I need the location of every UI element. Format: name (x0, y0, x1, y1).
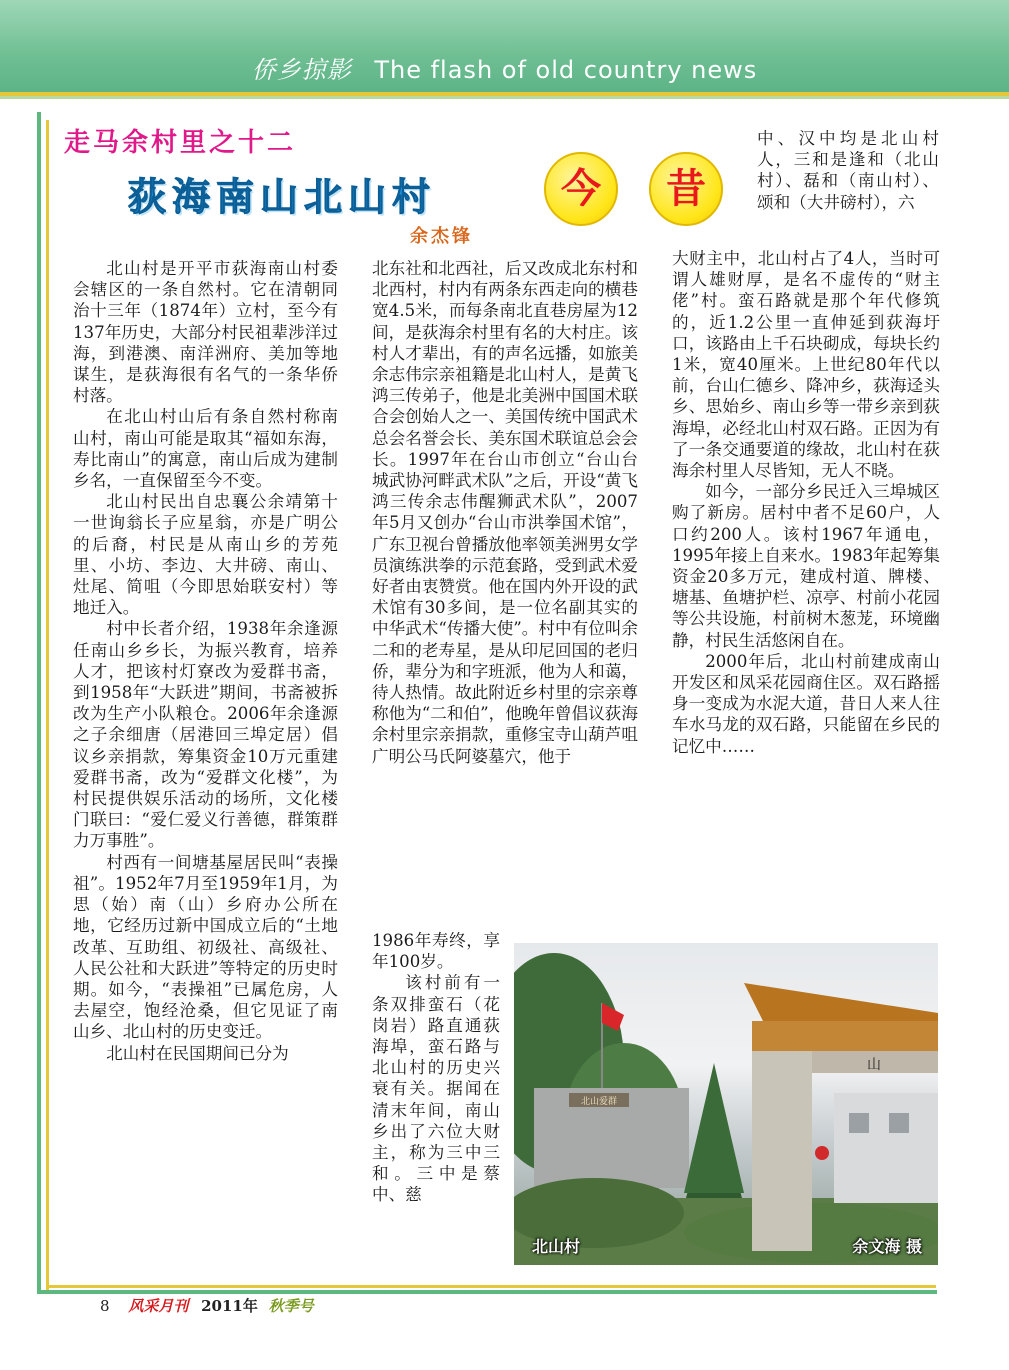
header-divider-secondary (0, 96, 1009, 99)
paragraph: 在北山村山后有条自然村称南山村，南山可能是取其“福如东海，寿比南山”的寓意，南山后成为建制乡名，一直保留至今不变。 (73, 407, 338, 491)
village-photo-illustration (514, 943, 938, 1265)
building-sign: 北山爱群 (580, 1097, 618, 1107)
frame-line-left-inner (46, 120, 49, 1292)
issue-year: 2011年 (201, 1297, 258, 1315)
paragraph: 该村前有一条双排蛮石（花岗岩）路直通荻海埠，蛮石路与北山村的历史兴衰有关。据闻在清末年间，南山乡出了六位大财主，称为三中三和。三中是蔡中、慈 (372, 973, 500, 1205)
article-author: 余杰锋 (410, 226, 473, 247)
series-title: 走马余村里之十二 (64, 128, 297, 158)
page-number: 8 (100, 1297, 110, 1315)
paragraph: 北东社和北西社，后又改成北东村和北西村，村内有两条东西走向的横巷宽4.5米，而每条南北直巷房屋为12间，是荻海余村里有名的大村庄。该村人才辈出，有的声名远播，如旅美余志伟宗亲祖籍是北山村人，是黄飞鸿三传弟子，他是北美洲中国国术联合会创始人之一、美国传统中国武术总会名誉会长、美东国术联谊总会会长。1997年在台山市创立“台山台城武协河畔武术队”之后，开设“黄飞鸿三传余志伟醒狮武术队”，2007年5月又创办“台山市洪拳国术馆”，广东卫视台曾播放他率领美洲男女学员演练洪拳的示范套路，受到武术爱好者由衷赞赏。他在国内外开设的武术馆有30多间，是一位名副其实的中华武术“传播大使”。村中有位叫余二和的老寿星，是从印尼回国的老归侨，辈分为和字班派，他为人和蔼，待人热情。故此附近乡村里的宗亲尊称他为“二和伯”，他晚年曾倡议荻海余村里宗亲捐款，重修宝寺山葫芦咀广明公马氏阿婆墓穴，他于 (372, 259, 638, 766)
section-header (0, 50, 1009, 85)
article-column-1 (73, 258, 338, 1064)
article-column-3 (672, 248, 940, 757)
paragraph: 1986年寿终，享年100岁。 (372, 931, 500, 972)
photo-credit: 余文海 摄 (852, 1237, 922, 1256)
paragraph: 村中长者介绍，1938年余逢源任南山乡乡长，为振兴教育，培养人才，把该村灯寮改为爱群书斋，到1958年“大跃进”期间，书斋被拆改为生产小队粮仓。2006年余逢源之子余细唐（居港回三埠定居）倡议乡亲捐款，筹集资金10万元重建爱群书斋，改为“爱群文化楼”，为村民提供娱乐活动的场所，文化楼门联曰：“爱仁爱义行善德，群策群力万事胜”。 (73, 619, 338, 851)
article-title: 荻海南山北山村 (128, 175, 437, 219)
village-photo (514, 943, 938, 1265)
paragraph: 北山村民出自忠襄公余靖第十一世询翁长子应星翁，亦是广明公的后裔，村民是从南山乡的芳苑里、小坊、李边、大井磅、南山、灶尾、简咀（今即思始联安村）等地迁入。 (73, 492, 338, 618)
page-footer (100, 1295, 314, 1316)
paragraph: 北山村在民国期间已分为 (106, 1043, 289, 1063)
gate-plaque: 山 (867, 1057, 881, 1073)
magazine-name: 风采月刊 (128, 1297, 189, 1315)
section-header-zh: 侨乡掠影 (251, 56, 352, 84)
paragraph: 村西有一间塘基屋居民叫“表操祖”。1952年7月至1959年1月，为思（始）南（山）乡府办公所在地，它经历过新中国成立后的“土地改革、互助组、初级社、高级社、人民公社和大跃进”等特定的历史时期。如今，“表操祖”已属危房，人去屋空，饱经沧桑，但它见证了南山乡、北山村的历史变迁。 (73, 852, 338, 1042)
frame-line-left (37, 112, 41, 1292)
article-column-2 (372, 258, 638, 767)
badge-xi: 昔 (649, 152, 723, 226)
paragraph: 2000年后，北山村前建成南山开发区和凤采花园商住区。双石路摇身一变成为水泥大道，昔日人来人往车水马龙的双石路，只能留在乡民的记忆中…… (672, 651, 940, 756)
issue-edition: 秋季号 (268, 1297, 314, 1315)
badge-jin: 今 (544, 152, 618, 226)
paragraph: 中、汉中均是北山村人，三和是逢和（北山村）、磊和（南山村）、颂和（大井磅村），六 (757, 129, 939, 212)
photo-caption-place: 北山村 (532, 1237, 581, 1256)
article-column-3-top (757, 128, 939, 213)
paragraph: 大财主中，北山村占了4人，当时可谓人雄财厚，是名不虚传的“财主佬”村。蛮石路就是那个年代修筑的，近1.2公里一直伸延到荻海圩口，该路由上千石块砌成，每块长约1米，宽40厘米。上世纪80年代以前，台山仁德乡、降冲乡，荻海迳头乡、思始乡、南山乡等一带乡亲到荻海埠，必经北山村双石路。正因为有了一条交通要道的缘故，北山村在荻海余村里人尽皆知，无人不晓。 (672, 249, 940, 481)
frame-line-bottom-inner (46, 1285, 936, 1288)
section-header-en: The flash of old country news (374, 56, 758, 84)
paragraph: 北山村是开平市荻海南山村委会辖区的一条自然村。它在清朝同治十三年（1874年）立村，至今有137年历史，大部分村民祖辈涉洋过海，到港澳、南洋洲府、美加等地谋生，是荻海很有名气的一条华侨村落。 (73, 259, 338, 406)
frame-line-bottom (37, 1290, 937, 1294)
paragraph: 如今，一部分乡民迁入三埠城区购了新房。居村中者不足60户，人口约200人。该村1967年通电，1995年接上自来水。1983年起筹集资金20多万元，建成村道、牌楼、塘基、鱼塘护栏、凉亭、村前小花园等公共设施，村前树木葱茏，环境幽静，村民生活悠闲自在。 (672, 482, 940, 650)
article-column-2-lower (372, 930, 500, 1206)
